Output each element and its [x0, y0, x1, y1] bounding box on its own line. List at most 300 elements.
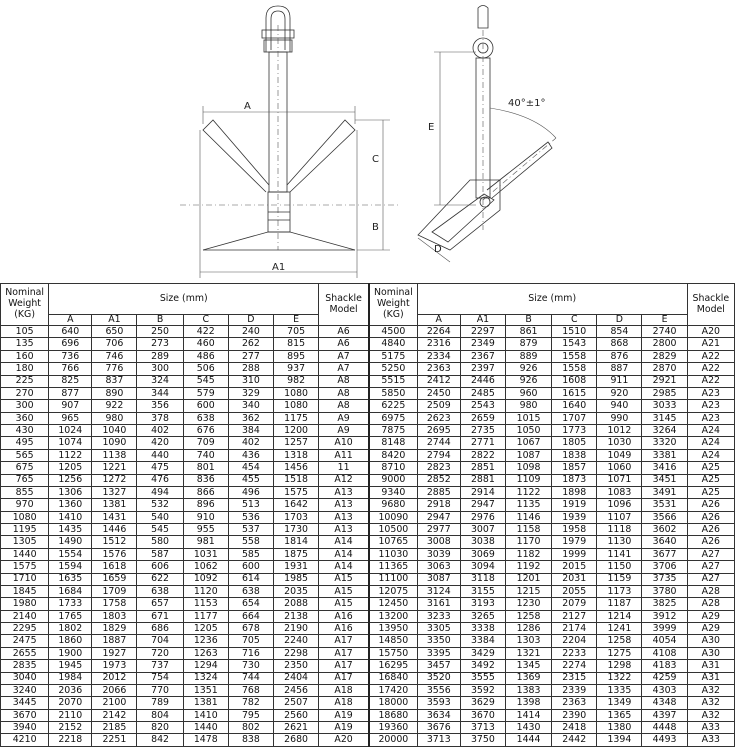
table-row: [1, 350, 735, 362]
right-a1-cell: 2914: [460, 486, 505, 498]
right-nominal-weight-cell: 15750: [369, 647, 417, 659]
right-b-cell: 1098: [505, 462, 551, 474]
right-a-cell: 3350: [417, 635, 460, 647]
subheader-a-left: A: [49, 315, 92, 326]
label-b: B: [372, 222, 379, 233]
left-a1-cell: 1618: [92, 561, 137, 573]
left-a-cell: 1205: [49, 462, 92, 474]
right-c-cell: 1979: [552, 536, 597, 548]
right-a-cell: 3008: [417, 536, 460, 548]
right-shackle-model-cell: A27: [687, 573, 734, 585]
left-shackle-model-cell: A8: [319, 387, 369, 399]
right-nominal-weight-cell: 4840: [369, 338, 417, 350]
table-row: [1, 734, 735, 747]
left-b-cell: 671: [137, 610, 183, 622]
left-d-cell: 436: [228, 449, 273, 461]
table-row: [1, 524, 735, 536]
right-a-cell: 3305: [417, 623, 460, 635]
right-c-cell: 2442: [552, 734, 597, 747]
right-a1-cell: 3094: [460, 561, 505, 573]
left-e-cell: 1318: [273, 449, 318, 461]
right-e-cell: 3264: [642, 425, 687, 437]
right-shackle-model-cell: A30: [687, 647, 734, 659]
label-d: D: [434, 244, 442, 255]
right-d-cell: 1298: [597, 660, 642, 672]
right-d-cell: 1107: [597, 511, 642, 523]
left-nominal-weight-cell: 2295: [1, 623, 49, 635]
right-shackle-model-cell: A32: [687, 709, 734, 721]
right-shackle-model-cell: A24: [687, 425, 734, 437]
left-b-cell: 657: [137, 598, 183, 610]
left-nominal-weight-cell: 2655: [1, 647, 49, 659]
table-row: [1, 425, 735, 437]
right-b-cell: 980: [505, 400, 551, 412]
right-a-cell: 3556: [417, 684, 460, 696]
left-c-cell: 638: [183, 412, 228, 424]
left-d-cell: 288: [228, 363, 273, 375]
left-b-cell: 820: [137, 722, 183, 734]
right-nominal-weight-cell: 9340: [369, 486, 417, 498]
right-a-cell: 2885: [417, 486, 460, 498]
left-shackle-model-cell: A17: [319, 660, 369, 672]
left-d-cell: 362: [228, 412, 273, 424]
left-nominal-weight-cell: 1575: [1, 561, 49, 573]
table-row: [1, 462, 735, 474]
right-b-cell: 1087: [505, 449, 551, 461]
right-c-cell: 1958: [552, 524, 597, 536]
left-c-cell: 740: [183, 449, 228, 461]
left-nominal-weight-cell: 495: [1, 437, 49, 449]
right-b-cell: 861: [505, 326, 551, 338]
table-row: [1, 598, 735, 610]
right-a-cell: 3233: [417, 610, 460, 622]
right-e-cell: 3381: [642, 449, 687, 461]
right-b-cell: 879: [505, 338, 551, 350]
left-b-cell: 737: [137, 660, 183, 672]
subheader-e-left: E: [273, 315, 318, 326]
right-c-cell: 1838: [552, 449, 597, 461]
left-shackle-model-cell: A7: [319, 363, 369, 375]
right-shackle-model-cell: A24: [687, 437, 734, 449]
right-b-cell: 1015: [505, 412, 551, 424]
left-c-cell: 600: [183, 400, 228, 412]
left-nominal-weight-cell: 2835: [1, 660, 49, 672]
right-c-cell: 1999: [552, 548, 597, 560]
left-a1-cell: 1138: [92, 449, 137, 461]
left-nominal-weight-cell: 160: [1, 350, 49, 362]
table-row: [1, 412, 735, 424]
right-d-cell: 1130: [597, 536, 642, 548]
left-nominal-weight-cell: 1305: [1, 536, 49, 548]
subheader-a-right: A: [417, 315, 460, 326]
left-shackle-model-cell: A18: [319, 697, 369, 709]
right-e-cell: 2921: [642, 375, 687, 387]
table-row: [1, 647, 735, 659]
table-row: [1, 660, 735, 672]
right-c-cell: 1805: [552, 437, 597, 449]
right-e-cell: 3566: [642, 511, 687, 523]
right-e-cell: 3602: [642, 524, 687, 536]
left-a-cell: 2036: [49, 684, 92, 696]
left-b-cell: 686: [137, 623, 183, 635]
right-nominal-weight-cell: 11365: [369, 561, 417, 573]
right-e-cell: 4054: [642, 635, 687, 647]
left-nominal-weight-cell: 180: [1, 363, 49, 375]
right-shackle-model-cell: A26: [687, 524, 734, 536]
right-a-cell: 2977: [417, 524, 460, 536]
left-b-cell: 494: [137, 486, 183, 498]
right-a1-cell: 2947: [460, 499, 505, 511]
right-a-cell: 3124: [417, 585, 460, 597]
left-b-cell: 440: [137, 449, 183, 461]
right-d-cell: 1365: [597, 709, 642, 721]
left-b-cell: 720: [137, 647, 183, 659]
left-a-cell: 766: [49, 363, 92, 375]
left-c-cell: 486: [183, 350, 228, 362]
left-a1-cell: 2142: [92, 709, 137, 721]
right-d-cell: 1173: [597, 585, 642, 597]
right-b-cell: 1170: [505, 536, 551, 548]
right-a-cell: 3520: [417, 672, 460, 684]
right-a1-cell: 2881: [460, 474, 505, 486]
subheader-d-right: D: [597, 315, 642, 326]
right-d-cell: 1214: [597, 610, 642, 622]
left-c-cell: 1236: [183, 635, 228, 647]
left-a-cell: 1984: [49, 672, 92, 684]
left-a1-cell: 1446: [92, 524, 137, 536]
left-e-cell: 1175: [273, 412, 318, 424]
left-d-cell: 537: [228, 524, 273, 536]
left-d-cell: 240: [228, 326, 273, 338]
right-d-cell: 1159: [597, 573, 642, 585]
right-shackle-model-cell: A29: [687, 610, 734, 622]
left-b-cell: 250: [137, 326, 183, 338]
left-c-cell: 1120: [183, 585, 228, 597]
left-c-cell: 1294: [183, 660, 228, 672]
left-a1-cell: 837: [92, 375, 137, 387]
left-a1-cell: 1272: [92, 474, 137, 486]
right-a-cell: 3713: [417, 734, 460, 747]
right-d-cell: 1030: [597, 437, 642, 449]
left-e-cell: 1257: [273, 437, 318, 449]
right-c-cell: 1543: [552, 338, 597, 350]
left-d-cell: 705: [228, 635, 273, 647]
right-e-cell: 3825: [642, 598, 687, 610]
left-shackle-model-cell: A6: [319, 326, 369, 338]
left-nominal-weight-cell: 2475: [1, 635, 49, 647]
right-a1-cell: 2349: [460, 338, 505, 350]
right-a-cell: 2794: [417, 449, 460, 461]
left-shackle-model-cell: A8: [319, 375, 369, 387]
right-a1-cell: 2543: [460, 400, 505, 412]
right-a1-cell: 3713: [460, 722, 505, 734]
left-a-cell: 2218: [49, 734, 92, 747]
left-nominal-weight-cell: 855: [1, 486, 49, 498]
right-b-cell: 1146: [505, 511, 551, 523]
right-c-cell: 1898: [552, 486, 597, 498]
left-b-cell: 804: [137, 709, 183, 721]
left-d-cell: 340: [228, 400, 273, 412]
left-d-cell: 600: [228, 561, 273, 573]
right-b-cell: 1230: [505, 598, 551, 610]
left-a1-cell: 1381: [92, 499, 137, 511]
left-b-cell: 344: [137, 387, 183, 399]
left-a1-cell: 1709: [92, 585, 137, 597]
left-nominal-weight-cell: 300: [1, 400, 49, 412]
left-c-cell: 1153: [183, 598, 228, 610]
right-nominal-weight-cell: 17420: [369, 684, 417, 696]
table-row: [1, 672, 735, 684]
right-shackle-model-cell: A22: [687, 375, 734, 387]
right-a1-cell: 3750: [460, 734, 505, 747]
right-shackle-model-cell: A25: [687, 486, 734, 498]
table-row: [1, 561, 735, 573]
table-row: [1, 338, 735, 350]
left-nominal-weight-cell: 3240: [1, 684, 49, 696]
left-shackle-model-cell: A11: [319, 449, 369, 461]
left-b-cell: 580: [137, 536, 183, 548]
right-a-cell: 2316: [417, 338, 460, 350]
right-nominal-weight-cell: 8148: [369, 437, 417, 449]
left-b-cell: 789: [137, 697, 183, 709]
right-a1-cell: 3007: [460, 524, 505, 536]
right-a-cell: 2947: [417, 511, 460, 523]
table-row: [1, 610, 735, 622]
right-a1-cell: 2851: [460, 462, 505, 474]
right-d-cell: 1258: [597, 635, 642, 647]
right-a1-cell: 2771: [460, 437, 505, 449]
left-b-cell: 289: [137, 350, 183, 362]
right-b-cell: 926: [505, 363, 551, 375]
left-e-cell: 982: [273, 375, 318, 387]
left-shackle-model-cell: A17: [319, 635, 369, 647]
right-a1-cell: 3670: [460, 709, 505, 721]
right-a-cell: 2823: [417, 462, 460, 474]
left-a1-cell: 1973: [92, 660, 137, 672]
left-e-cell: 2350: [273, 660, 318, 672]
right-e-cell: 3451: [642, 474, 687, 486]
left-d-cell: 678: [228, 623, 273, 635]
right-nominal-weight-cell: 8420: [369, 449, 417, 461]
left-d-cell: 585: [228, 548, 273, 560]
right-d-cell: 920: [597, 387, 642, 399]
left-e-cell: 1456: [273, 462, 318, 474]
left-a1-cell: 1829: [92, 623, 137, 635]
left-shackle-model-cell: A15: [319, 585, 369, 597]
right-d-cell: 1349: [597, 697, 642, 709]
left-a-cell: 1765: [49, 610, 92, 622]
left-e-cell: 1518: [273, 474, 318, 486]
left-nominal-weight-cell: 135: [1, 338, 49, 350]
right-a1-cell: 2485: [460, 387, 505, 399]
left-a1-cell: 1221: [92, 462, 137, 474]
header-nominal-weight-right: Nominal Weight (KG): [369, 284, 417, 326]
header-shackle-right: Shackle Model: [687, 284, 734, 326]
left-b-cell: 402: [137, 425, 183, 437]
right-nominal-weight-cell: 13200: [369, 610, 417, 622]
right-a-cell: 3161: [417, 598, 460, 610]
right-a1-cell: 2659: [460, 412, 505, 424]
left-d-cell: 782: [228, 697, 273, 709]
table-row: [1, 697, 735, 709]
right-nominal-weight-cell: 9680: [369, 499, 417, 511]
right-d-cell: 990: [597, 412, 642, 424]
table-row: [1, 363, 735, 375]
right-e-cell: 2985: [642, 387, 687, 399]
right-a1-cell: 3069: [460, 548, 505, 560]
table-row: [1, 536, 735, 548]
right-e-cell: 3145: [642, 412, 687, 424]
right-a1-cell: 3155: [460, 585, 505, 597]
left-nominal-weight-cell: 1845: [1, 585, 49, 597]
left-e-cell: 1575: [273, 486, 318, 498]
left-a-cell: 1860: [49, 635, 92, 647]
left-shackle-model-cell: A12: [319, 474, 369, 486]
right-c-cell: 2204: [552, 635, 597, 647]
table-row: [1, 548, 735, 560]
right-nominal-weight-cell: 16295: [369, 660, 417, 672]
left-b-cell: 545: [137, 524, 183, 536]
right-b-cell: 1345: [505, 660, 551, 672]
right-d-cell: 876: [597, 350, 642, 362]
right-nominal-weight-cell: 13950: [369, 623, 417, 635]
right-d-cell: 868: [597, 338, 642, 350]
right-shackle-model-cell: A28: [687, 598, 734, 610]
right-shackle-model-cell: A26: [687, 536, 734, 548]
left-shackle-model-cell: A13: [319, 499, 369, 511]
right-shackle-model-cell: A30: [687, 635, 734, 647]
left-nominal-weight-cell: 1195: [1, 524, 49, 536]
anchor-spec-table: [0, 283, 735, 747]
right-e-cell: 3320: [642, 437, 687, 449]
right-c-cell: 2031: [552, 573, 597, 585]
right-nominal-weight-cell: 4500: [369, 326, 417, 338]
right-e-cell: 2740: [642, 326, 687, 338]
left-e-cell: 937: [273, 363, 318, 375]
left-e-cell: 1080: [273, 400, 318, 412]
left-d-cell: 536: [228, 511, 273, 523]
right-shackle-model-cell: A22: [687, 363, 734, 375]
table-row: [1, 449, 735, 461]
left-d-cell: 455: [228, 474, 273, 486]
right-a1-cell: 2735: [460, 425, 505, 437]
left-a-cell: 1360: [49, 499, 92, 511]
right-b-cell: 1067: [505, 437, 551, 449]
left-e-cell: 2560: [273, 709, 318, 721]
right-e-cell: 4259: [642, 672, 687, 684]
right-nominal-weight-cell: 7875: [369, 425, 417, 437]
right-a-cell: 3039: [417, 548, 460, 560]
left-shackle-model-cell: A20: [319, 734, 369, 747]
left-d-cell: 716: [228, 647, 273, 659]
left-c-cell: 801: [183, 462, 228, 474]
left-d-cell: 329: [228, 387, 273, 399]
right-e-cell: 4348: [642, 697, 687, 709]
left-shackle-model-cell: A7: [319, 350, 369, 362]
left-d-cell: 802: [228, 722, 273, 734]
left-shackle-model-cell: A19: [319, 709, 369, 721]
table-row: [1, 375, 735, 387]
right-shackle-model-cell: A25: [687, 474, 734, 486]
left-c-cell: 1031: [183, 548, 228, 560]
left-a1-cell: 1431: [92, 511, 137, 523]
left-e-cell: 2240: [273, 635, 318, 647]
right-a1-cell: 3265: [460, 610, 505, 622]
left-a-cell: 1435: [49, 524, 92, 536]
left-b-cell: 378: [137, 412, 183, 424]
right-d-cell: 1083: [597, 486, 642, 498]
right-nominal-weight-cell: 16840: [369, 672, 417, 684]
subheader-a1-left: A1: [92, 315, 137, 326]
right-a1-cell: 2367: [460, 350, 505, 362]
right-nominal-weight-cell: 19360: [369, 722, 417, 734]
right-nominal-weight-cell: 10765: [369, 536, 417, 548]
right-e-cell: 4448: [642, 722, 687, 734]
left-a-cell: 2152: [49, 722, 92, 734]
right-nominal-weight-cell: 18000: [369, 697, 417, 709]
right-b-cell: 1122: [505, 486, 551, 498]
left-a1-cell: 1576: [92, 548, 137, 560]
right-c-cell: 1640: [552, 400, 597, 412]
right-c-cell: 1558: [552, 350, 597, 362]
left-b-cell: 754: [137, 672, 183, 684]
left-e-cell: 2621: [273, 722, 318, 734]
left-e-cell: 2035: [273, 585, 318, 597]
table-row: [1, 709, 735, 721]
right-b-cell: 1135: [505, 499, 551, 511]
right-c-cell: 1608: [552, 375, 597, 387]
right-e-cell: 3780: [642, 585, 687, 597]
right-a-cell: 3593: [417, 697, 460, 709]
right-c-cell: 2418: [552, 722, 597, 734]
right-d-cell: 1380: [597, 722, 642, 734]
right-shackle-model-cell: A27: [687, 561, 734, 573]
left-c-cell: 1263: [183, 647, 228, 659]
left-c-cell: 1381: [183, 697, 228, 709]
right-e-cell: 4397: [642, 709, 687, 721]
left-a1-cell: 1659: [92, 573, 137, 585]
right-a-cell: 2623: [417, 412, 460, 424]
right-e-cell: 3531: [642, 499, 687, 511]
left-c-cell: 709: [183, 437, 228, 449]
left-a-cell: 736: [49, 350, 92, 362]
left-d-cell: 838: [228, 734, 273, 747]
left-a1-cell: 1803: [92, 610, 137, 622]
right-d-cell: 1150: [597, 561, 642, 573]
header-size-left: Size (mm): [49, 284, 319, 315]
table-row: [1, 474, 735, 486]
right-c-cell: 1873: [552, 474, 597, 486]
left-shackle-model-cell: A9: [319, 412, 369, 424]
right-c-cell: 1919: [552, 499, 597, 511]
left-nominal-weight-cell: 360: [1, 412, 49, 424]
right-a-cell: 3395: [417, 647, 460, 659]
right-d-cell: 1394: [597, 734, 642, 747]
right-e-cell: 3640: [642, 536, 687, 548]
left-c-cell: 545: [183, 375, 228, 387]
right-a-cell: 3087: [417, 573, 460, 585]
right-d-cell: 1335: [597, 684, 642, 696]
right-shackle-model-cell: A25: [687, 462, 734, 474]
left-e-cell: 2456: [273, 684, 318, 696]
left-a-cell: 1490: [49, 536, 92, 548]
right-c-cell: 2127: [552, 610, 597, 622]
right-b-cell: 1182: [505, 548, 551, 560]
left-e-cell: 815: [273, 338, 318, 350]
right-shackle-model-cell: A20: [687, 326, 734, 338]
left-e-cell: 1875: [273, 548, 318, 560]
right-a-cell: 3634: [417, 709, 460, 721]
